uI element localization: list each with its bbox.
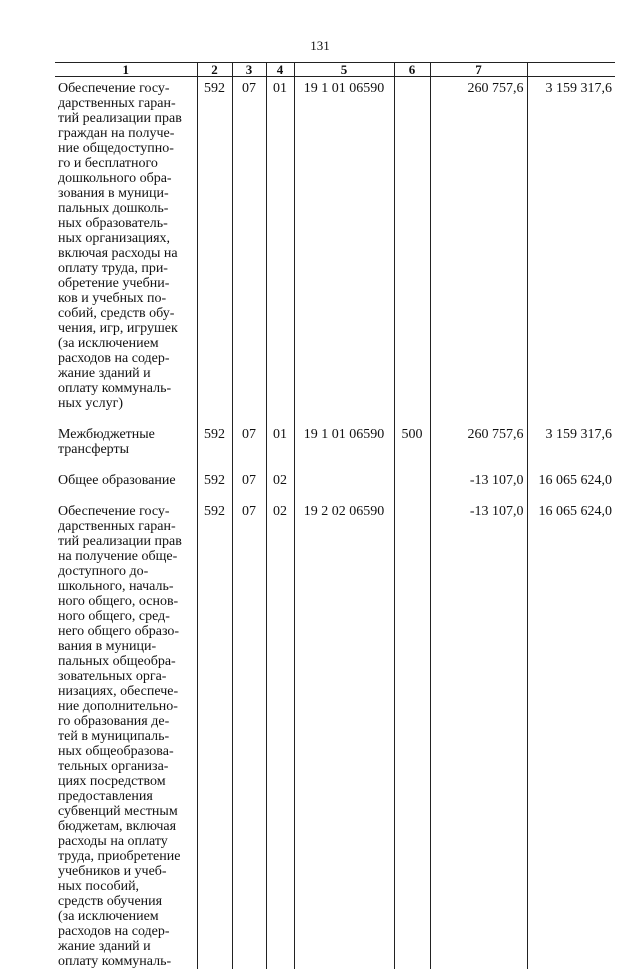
cell-c2: 592 [197,77,232,424]
name-line: ных организациях, [58,231,171,246]
name-line: включая расходы на [58,246,178,261]
cell-c7: 260 757,6 [430,77,527,424]
name-line: школьного, началь- [58,579,174,594]
expense-item-name [55,77,197,424]
column-header: 3 [232,63,266,77]
name-line: ных образователь- [58,216,168,231]
name-line: низациях, обеспече- [58,684,179,699]
name-line: расходов на содер- [58,351,170,366]
name-line: зовательных орга- [58,669,167,684]
name-line: жание зданий и [58,366,151,381]
name-line: (за исключением [58,336,159,351]
name-line: дарственных гаран- [58,96,176,111]
cell-c5 [294,469,394,500]
expense-item-name [55,500,197,969]
cell-c4: 02 [266,500,294,969]
name-line: ние дополнительно- [58,699,178,714]
name-line: обретение учебни- [58,276,170,291]
cell-c6 [394,469,430,500]
column-header [527,63,615,77]
cell-c6: 500 [394,423,430,469]
name-line: расходов на содер- [58,924,170,939]
cell-c3: 07 [232,77,266,424]
name-line: вания в муници- [58,639,157,654]
name-line: ние общедоступно- [58,141,174,156]
cell-c5: 19 1 01 06590 [294,77,394,424]
budget-table [55,62,615,969]
cell-c7: 260 757,6 [430,423,527,469]
table-row [55,469,615,500]
name-line: го и бесплатного [58,156,158,171]
table-row [55,77,615,424]
name-line: тельных организа- [58,759,169,774]
name-line: него общего образо- [58,624,180,639]
column-number-row [55,63,615,77]
name-line: Общее образование [58,473,176,488]
name-line: Обеспечение госу- [58,81,170,96]
cell-c7: -13 107,0 [430,500,527,969]
cell-c5: 19 2 02 06590 [294,500,394,969]
column-header: 6 [394,63,430,77]
name-line: пальных общеобра- [58,654,176,669]
name-line: дошкольного обра- [58,171,172,186]
name-line: Обеспечение госу- [58,504,170,519]
name-line: ного общего, сред- [58,609,170,624]
name-line: бюджетам, включая [58,819,177,834]
name-line: оплату труда, при- [58,261,168,276]
name-line: тей в муниципаль- [58,729,170,744]
cell-c8: 3 159 317,6 [527,423,615,469]
name-line: зования в муници- [58,186,169,201]
name-line: ных общеобразова- [58,744,174,759]
column-header: 5 [294,63,394,77]
name-line: тий реализации прав [58,111,182,126]
name-line: тий реализации прав [58,534,182,549]
cell-c2: 592 [197,500,232,969]
cell-c8: 16 065 624,0 [527,469,615,500]
name-line: граждан на получе- [58,126,175,141]
name-line: Межбюджетные [58,427,155,442]
column-header: 1 [55,63,197,77]
cell-c6 [394,500,430,969]
cell-c4: 01 [266,77,294,424]
table-row [55,423,615,469]
name-line: учебников и учеб- [58,864,167,879]
name-line: доступного до- [58,564,149,579]
name-line: пальных дошколь- [58,201,169,216]
name-line: собий, средств обу- [58,306,175,321]
name-line: циях посредством [58,774,166,789]
name-line: оплату коммуналь- [58,954,172,969]
name-line: трансферты [58,442,130,457]
cell-c3: 07 [232,423,266,469]
page-number: 131 [310,38,330,53]
cell-c6 [394,77,430,424]
name-line: дарственных гаран- [58,519,176,534]
cell-c4: 01 [266,423,294,469]
name-line: труда, приобретение [58,849,181,864]
cell-c8: 3 159 317,6 [527,77,615,424]
name-line: ного общего, основ- [58,594,179,609]
name-line: расходы на оплату [58,834,168,849]
column-header: 2 [197,63,232,77]
cell-c4: 02 [266,469,294,500]
cell-c5: 19 1 01 06590 [294,423,394,469]
column-header: 4 [266,63,294,77]
cell-c3: 07 [232,500,266,969]
name-line: средств обучения [58,894,163,909]
expense-item-name [55,469,197,500]
cell-c2: 592 [197,423,232,469]
name-line: предоставления [58,789,153,804]
name-line: ков и учебных по- [58,291,167,306]
table-row [55,500,615,969]
cell-c7: -13 107,0 [430,469,527,500]
name-line: го образования де- [58,714,170,729]
name-line: ных пособий, [58,879,140,894]
name-line: субвенций местным [58,804,178,819]
name-line: оплату коммуналь- [58,381,172,396]
name-line: чения, игр, игрушек [58,321,178,336]
cell-c3: 07 [232,469,266,500]
cell-c2: 592 [197,469,232,500]
name-line: (за исключением [58,909,159,924]
name-line: жание зданий и [58,939,151,954]
column-header: 7 [430,63,527,77]
cell-c8: 16 065 624,0 [527,500,615,969]
name-line: на получение обще- [58,549,178,564]
name-line: ных услуг) [58,396,124,411]
expense-item-name [55,423,197,469]
